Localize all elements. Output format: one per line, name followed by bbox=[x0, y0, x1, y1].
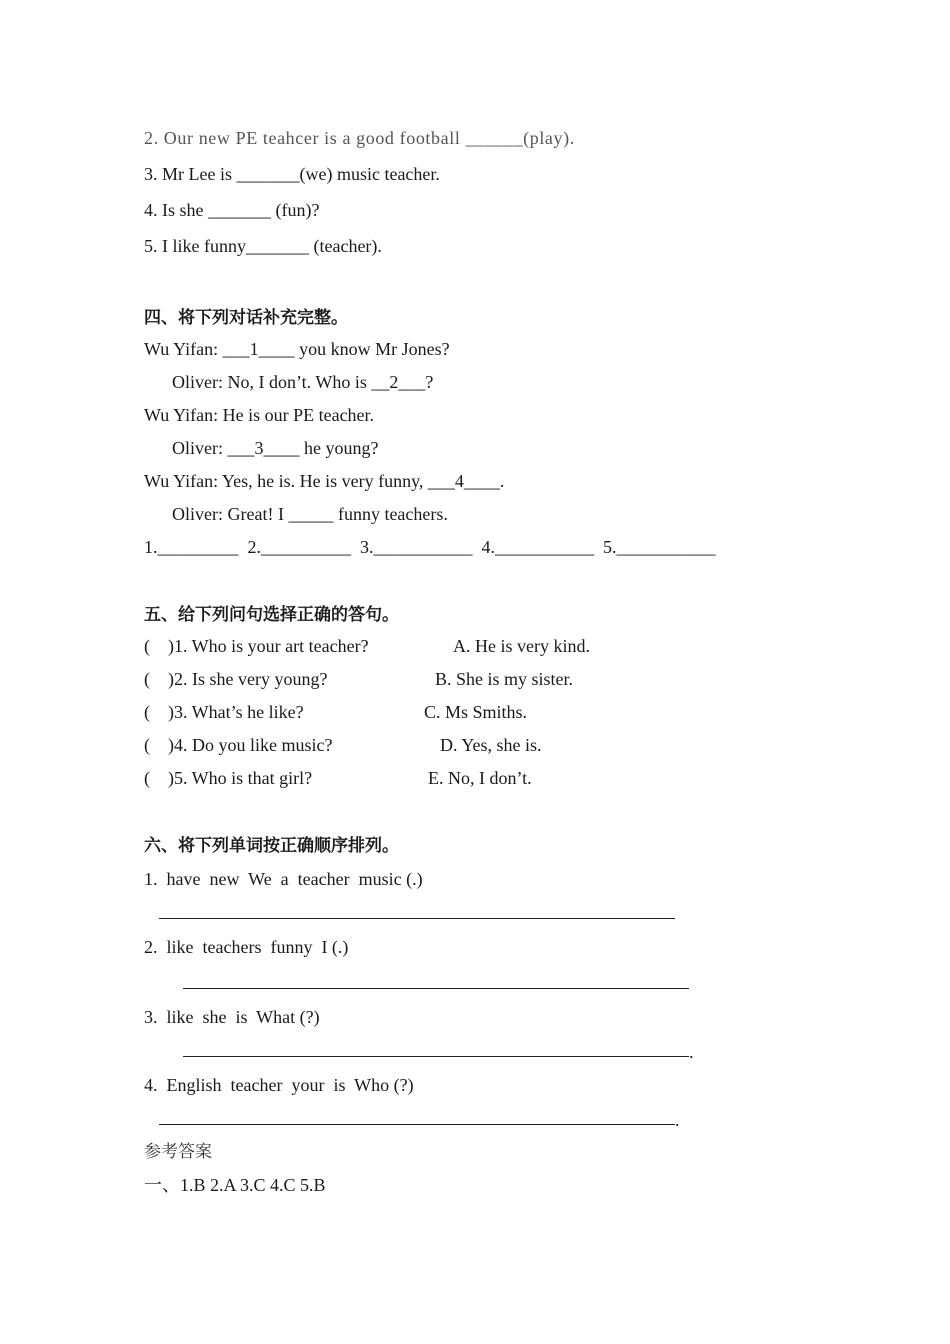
question: ( )5. Who is that girl? bbox=[144, 768, 313, 788]
period-mark: . bbox=[689, 1042, 694, 1062]
reorder-item: 2. like teachers funny I (.) bbox=[144, 937, 349, 957]
section-4-title: 四、将下列对话补充完整。 bbox=[144, 308, 348, 328]
dialogue-line: Wu Yifan: Yes, he is. He is very funny, ___4____. bbox=[144, 471, 505, 491]
dialogue-line: Oliver: Great! I _____ funny teachers. bbox=[172, 504, 448, 524]
answer-blanks: 1._________ 2.__________ 3.___________ 4.___________ 5.___________ bbox=[144, 537, 716, 557]
option: A. He is very kind. bbox=[453, 636, 590, 656]
answer-rule bbox=[159, 918, 675, 919]
dialogue-line: Oliver: No, I don’t. Who is __2___? bbox=[172, 372, 434, 392]
answer-rule bbox=[159, 1124, 675, 1125]
option: C. Ms Smiths. bbox=[424, 702, 528, 722]
reorder-item: 4. English teacher your is Who (?) bbox=[144, 1075, 414, 1095]
answer-key-title: 参考答案 bbox=[144, 1142, 212, 1162]
answer-rule bbox=[183, 1056, 689, 1057]
dialogue-line: Wu Yifan: He is our PE teacher. bbox=[144, 405, 375, 425]
period-mark: . bbox=[675, 1110, 680, 1130]
section-5-title: 五、给下列问句选择正确的答句。 bbox=[144, 605, 399, 625]
option: D. Yes, she is. bbox=[440, 735, 542, 755]
question: ( )3. What’s he like? bbox=[144, 702, 304, 722]
option: E. No, I don’t. bbox=[428, 768, 532, 788]
exercise-item-2: 2. Our new PE teahcer is a good football ______(play). bbox=[144, 128, 575, 148]
exercise-item-5: 5. I like funny_______ (teacher). bbox=[144, 236, 382, 256]
answer-key-line: 一、1.B 2.A 3.C 4.C 5.B bbox=[144, 1175, 326, 1195]
question: ( )2. Is she very young? bbox=[144, 669, 328, 689]
question: ( )1. Who is your art teacher? bbox=[144, 636, 369, 656]
reorder-item: 1. have new We a teacher music (.) bbox=[144, 869, 423, 889]
dialogue-line: Wu Yifan: ___1____ you know Mr Jones? bbox=[144, 339, 450, 359]
answer-rule bbox=[183, 988, 689, 989]
option: B. She is my sister. bbox=[435, 669, 574, 689]
exercise-item-3: 3. Mr Lee is _______(we) music teacher. bbox=[144, 164, 440, 184]
reorder-item: 3. like she is What (?) bbox=[144, 1007, 320, 1027]
question: ( )4. Do you like music? bbox=[144, 735, 333, 755]
section-6-title: 六、将下列单词按正确顺序排列。 bbox=[144, 836, 399, 856]
exercise-item-4: 4. Is she _______ (fun)? bbox=[144, 200, 320, 220]
dialogue-line: Oliver: ___3____ he young? bbox=[172, 438, 379, 458]
